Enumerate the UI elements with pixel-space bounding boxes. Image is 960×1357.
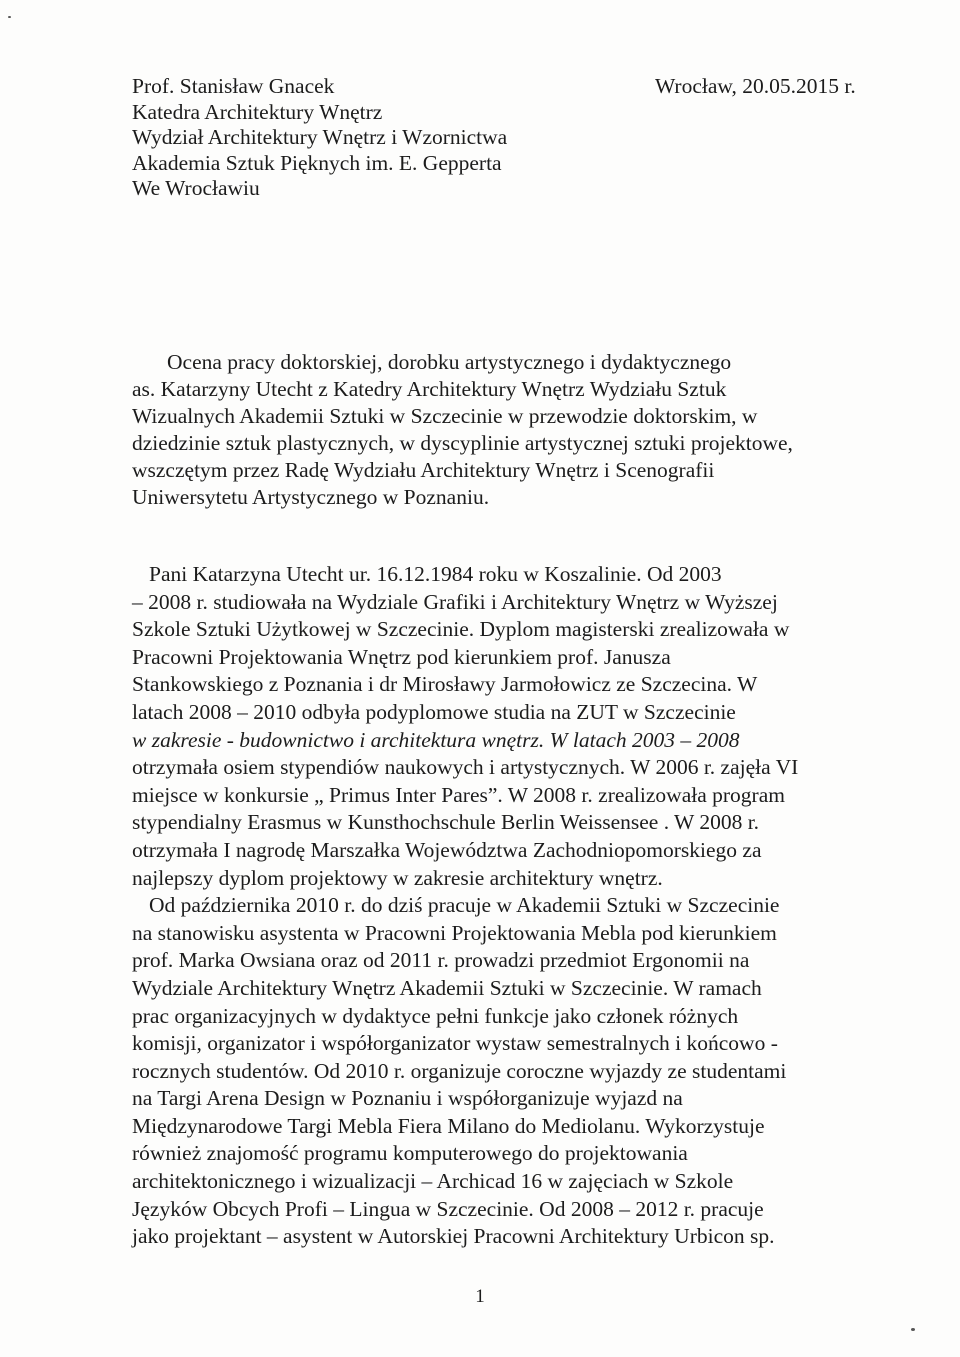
body-line: Stankowskiego z Poznania i dr Mirosławy Jarmołowicz ze Szczecina. W — [132, 672, 758, 697]
body-line: Pani Katarzyna Utecht ur. 16.12.1984 roku w Koszalinie. Od 2003 — [149, 562, 722, 586]
body-line: komisji, organizator i współorganizator wystaw semestralnych i końcowo - — [132, 1031, 778, 1056]
body-line: na Targi Arena Design w Poznaniu i współorganizuje wyjazd na — [132, 1086, 683, 1111]
body-text — [132, 561, 892, 1251]
body-line: prac organizacyjnych w dydaktyce pełni funkcje jako członek różnych — [132, 1003, 739, 1028]
subject-line: dziedzinie sztuk plastycznych, w dyscyplinie artystycznej sztuki projektowe, — [132, 431, 793, 455]
body-line: Międzynarodowe Targi Mebla Fiera Milano do Mediolanu. Wykorzystuje — [132, 1113, 765, 1138]
subject-line: Uniwersytetu Artystycznego w Poznaniu. — [132, 485, 490, 509]
body-line: prof. Marka Owsiana oraz od 2011 r. prowadzi przedmiot Ergonomii na — [132, 948, 750, 973]
body-line: latach 2008 – 2010 odbyła podyplomowe studia na ZUT w Szczecinie — [132, 699, 736, 724]
subject-line: Wizualnych Akademii Sztuki w Szczecinie w przewodzie doktorskim, w — [132, 404, 758, 428]
page-number: 1 — [475, 1286, 485, 1307]
body-line: miejsce w konkursie „ Primus Inter Pares”. W 2008 r. zrealizowała program — [132, 782, 785, 807]
subject-line: Ocena pracy doktorskiej, dorobku artystycznego i dydaktycznego — [167, 350, 732, 374]
sender-line: Akademia Sztuk Pięknych im. E. Gepperta — [132, 150, 502, 175]
body-line: w zakresie - budownictwo i architektura wnętrz. W latach 2003 – 2008 — [132, 727, 740, 752]
body-line: architektonicznego i wizualizacji – Archicad 16 w zajęciach w Szkole — [132, 1169, 734, 1194]
sender-line: We Wrocławiu — [132, 176, 260, 200]
body-line: rocznych studentów. Od 2010 r. organizuje coroczne wyjazdy ze studentami — [132, 1058, 787, 1083]
sender-line: Katedra Architektury Wnętrz — [132, 99, 383, 124]
body-line: Pracowni Projektowania Wnętrz pod kierunkiem prof. Janusza — [132, 644, 671, 669]
sender-line: Wydział Architektury Wnętrz i Wzornictwa — [132, 125, 508, 149]
subject-line: as. Katarzyny Utecht z Katedry Architektury Wnętrz Wydziału Sztuk — [132, 377, 727, 401]
body-line: – 2008 r. studiowała na Wydziale Grafiki i Architektury Wnętrz w Wyższej — [132, 589, 778, 614]
body-line: Języków Obcych Profi – Lingua w Szczecinie. Od 2008 – 2012 r. pracuje — [132, 1196, 764, 1221]
body-line: Od października 2010 r. do dziś pracuje w Akademii Sztuki w Szczecinie — [149, 893, 780, 918]
body-line: otrzymała I nagrodę Marszałka Województwa Zachodniopomorskiego za — [132, 837, 762, 862]
body-line: na stanowisku asystenta w Pracowni Projektowania Mebla pod kierunkiem — [132, 920, 777, 945]
body-line: otrzymała osiem stypendiów naukowych i artystycznych. W 2006 r. zajęła VI — [132, 755, 799, 780]
body-line: Szkole Sztuki Użytkowej w Szczecinie. Dyplom magisterski zrealizowała w — [132, 617, 790, 642]
place-and-date: Wrocław, 20.05.2015 r. — [655, 74, 856, 98]
scan-speck — [8, 16, 11, 18]
subject-line: wszczętym przez Radę Wydziału Architektury Wnętrz i Scenografii — [132, 458, 715, 482]
body-line: jako projektant – asystent w Autorskiej Pracowni Architektury Urbicon sp. — [132, 1224, 775, 1249]
body-line: również znajomość programu komputerowego do projektowania — [132, 1141, 688, 1166]
review-subject — [132, 349, 892, 511]
sender-line: Prof. Stanisław Gnacek — [132, 74, 335, 98]
sender-address-block — [132, 74, 552, 202]
body-line: stypendialny Erasmus w Kunsthochschule Berlin Weissensee . W 2008 r. — [132, 810, 760, 835]
scan-speck — [911, 1328, 915, 1331]
body-line: najlepszy dyplom projektowy w zakresie architektury wnętrz. — [132, 865, 663, 890]
body-line: Wydziale Architektury Wnętrz Akademii Sztuki w Szczecinie. W ramach — [132, 975, 762, 1000]
